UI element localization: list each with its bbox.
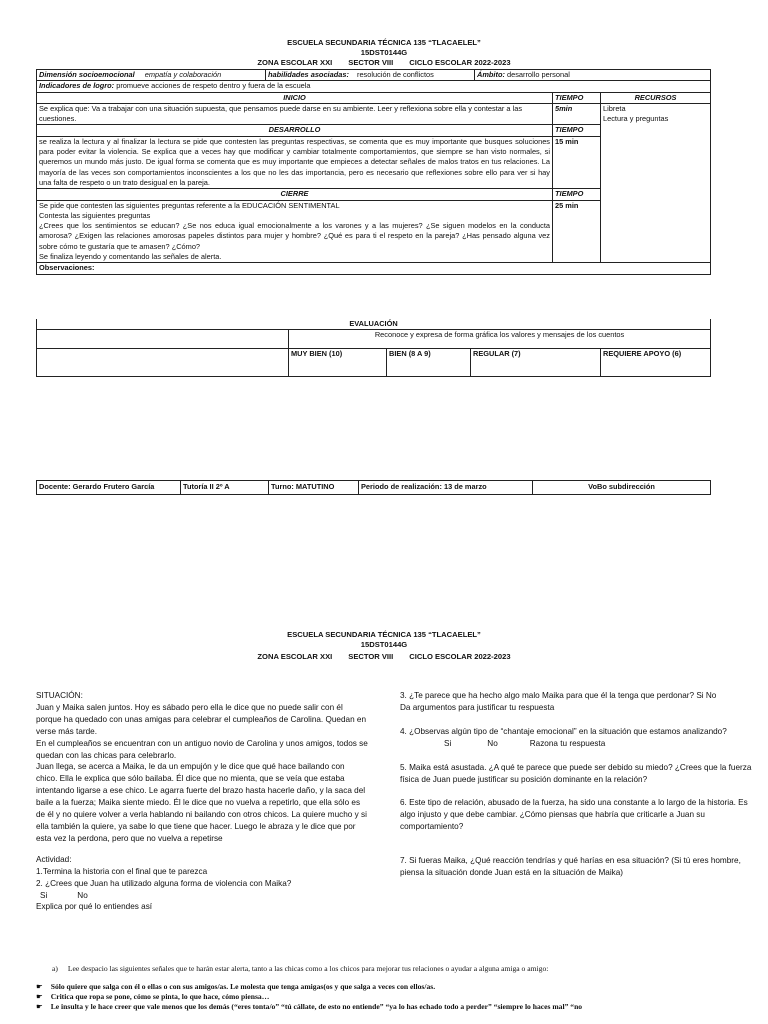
- recursos-cell: [601, 103, 711, 262]
- ciclo-2: CICLO ESCOLAR 2022-2023: [409, 652, 511, 661]
- regular: REGULAR (7): [471, 349, 601, 377]
- bien: BIEN (8 A 9): [387, 349, 471, 377]
- cierre-line-3: ¿Crees que los sentimientos se educan? ¿Se nos educa igual emocionalmente a los varones y a las mujeres? ¿Se siguen modelos en la conducta amorosa? ¿Exigen las relaciones amorosas papeles distintos para mujer y hombre? ¿Qué es para ti el respeto en la pareja? ¿Has pensado alguna vez sobre cómo te gustaría que te amasen? ¿Cómo?: [39, 221, 550, 251]
- question-5: 5. Maika está asustada. ¿A qué te parece que puede ser debido su miedo? ¿Crees que la fuerza física de Juan puede justificar su posición dominante en la relación?: [400, 762, 752, 784]
- tiempo-header: TIEMPO: [553, 92, 601, 103]
- habilidades-value: resolución de conflictos: [356, 70, 434, 79]
- school-name: ESCUELA SECUNDARIA TÉCNICA 135 “TLACAELEL”: [287, 38, 481, 47]
- cierre-header: CIERRE: [37, 189, 553, 200]
- muy-bien: MUY BIEN (10): [289, 349, 387, 377]
- inicio-header: INICIO: [37, 92, 553, 103]
- evaluacion-desc: Reconoce y expresa de forma gráfica los valores y mensajes de los cuentos: [289, 330, 711, 349]
- hand-icon: ☛: [36, 1002, 43, 1011]
- zona-2: ZONA ESCOLAR XXI: [257, 652, 333, 661]
- recurso-lectura: Lectura y preguntas: [603, 114, 669, 124]
- sector: SECTOR VIII: [348, 58, 394, 67]
- q4-no: No: [487, 738, 498, 748]
- hand-icon: ☛: [36, 982, 43, 991]
- act2-si: Si: [40, 890, 48, 900]
- evaluation-table: [36, 319, 711, 377]
- recursos-header: RECURSOS: [601, 92, 711, 103]
- desarrollo-header: DESARROLLO: [37, 125, 553, 136]
- ambito-value: desarrollo personal: [506, 70, 570, 79]
- cierre-line-4: Se finaliza leyendo y comentando las señales de alerta.: [39, 252, 222, 262]
- page1-header: [0, 38, 768, 68]
- hand-icon: ☛: [36, 992, 43, 1001]
- situacion-p3: Juan llega, se acerca a Maika, le da un empujón y le dice que qué hace bailando con chico. Ella le explica que sólo bailaba. Él dice que no mienta, que se veía que estaba intentando ligarse a ese chico. Le agarra fuerte del brazo hasta hacerle daño, y la saca del baile a la fuerza; Maika siente miedo. Él le dice que no vuelva a repetirlo, que ella sólo es de él y no quiere volver a verla hablando ni bailando con otros chicos. La quiere mucho y si ella también la quiere, ya sabe lo que tiene que hacer. Luego le abraza y le dice que por esta vez la perdona, pero que no vuelva a repetirse: [36, 762, 367, 843]
- cierre-tiempo: 25 min: [553, 200, 601, 263]
- question-7: 7. Si fueras Maika, ¿Qué reacción tendrías y qué harías en esa situación? (Si tú eres hombre, piensa la situación donde Juan está en la situación de Maika): [400, 856, 741, 878]
- lee-label: a): [52, 964, 58, 973]
- recurso-libreta: Libreta: [603, 103, 626, 113]
- tiempo-header-2: TIEMPO: [553, 125, 601, 136]
- school-name-2: ESCUELA SECUNDARIA TÉCNICA 135 “TLACAELEL”: [287, 630, 481, 639]
- situacion-p1: Juan y Maika salen juntos. Hoy es sábado pero ella le dice que no puede salir con él porque ha quedado con unas amigas para celebrar el cumpleaños de Carolina. Quedan en verse más tarde.: [36, 702, 366, 736]
- tutoria: Tutoría II 2º A: [181, 481, 269, 495]
- requiere-apoyo: REQUIERE APOYO (6): [601, 349, 711, 377]
- actividad-2: 2. ¿Crees que Juan ha utilizado alguna forma de violencia con Maika?: [36, 878, 292, 888]
- bullet-2: Critica que ropa se pone, cómo se pinta, lo que hace, cómo piensa…: [50, 992, 270, 1001]
- evaluacion-title: EVALUACIÓN: [37, 319, 711, 330]
- zona: ZONA ESCOLAR XXI: [257, 58, 333, 67]
- ciclo: CICLO ESCOLAR 2022-2023: [409, 58, 511, 67]
- inicio-text: Se explica que: Va a trabajar con una situación supuesta, que pensamos puede darse en su ambiente. Leer y reflexiona sobre ella y contestar a las cuestiones.: [37, 103, 553, 125]
- question-3: 3. ¿Te parece que ha hecho algo malo Maika para que él la tenga que perdonar? Si No: [400, 691, 717, 700]
- indicadores-value: promueve acciones de respeto dentro y fuera de la escuela: [116, 81, 311, 91]
- situation-column: [36, 690, 368, 913]
- actividad-1: 1.Termina la historia con el final que te parezca: [36, 866, 208, 876]
- inicio-tiempo: 5min: [553, 103, 601, 125]
- ambito-label: Ámbito:: [477, 70, 505, 79]
- question-4: 4. ¿Observas algún tipo de “chantaje emocional” en la situación que estamos analizando?: [400, 726, 727, 736]
- indicadores-label: Indicadores de logro:: [39, 81, 115, 91]
- alert-signals: [36, 964, 736, 1012]
- bullet-1: Sólo quiere que salga con él o ellas o con sus amigos/as. Le molesta que tenga amigas(os y que salga a veces con ellos/as.: [50, 982, 436, 991]
- tiempo-header-3: TIEMPO: [553, 189, 601, 200]
- zone-line-2: [0, 652, 768, 662]
- dimension-value: empatía y colaboración: [144, 70, 222, 79]
- docente: Docente: Gerardo Frutero García: [37, 481, 181, 495]
- vobo: VoBo subdirección: [533, 481, 711, 495]
- school-code-2: 15DST0144G: [360, 640, 408, 649]
- q4-razona: Razona tu respuesta: [529, 738, 606, 748]
- q4-si: Si: [444, 738, 452, 748]
- situacion-p2: En el cumpleaños se encuentran con un antiguo novio de Carolina y unos amigos, todos se quedan con las chicas para celebrarlo.: [36, 738, 368, 760]
- observaciones: Observaciones:: [37, 263, 711, 274]
- zone-line: [0, 58, 768, 68]
- actividad-title: Actividad:: [36, 854, 72, 864]
- question-3-b: Da argumentos para justificar tu respuesta: [400, 702, 555, 712]
- situacion-title: SITUACIÓN:: [36, 691, 83, 700]
- signature-table: [36, 480, 711, 495]
- bullet-3: Le insulta y le hace creer que vale menos que los demás (“eres tonta/o” “tú cállate, de esto no entiende” “ya lo has echado todo a perder” “siempre lo haces mal” “no: [50, 1002, 583, 1011]
- cierre-line-1: Se pide que contesten las siguientes preguntas referente a la EDUCACIÓN SENTIMENTAL: [39, 200, 340, 210]
- periodo: Periodo de realización: 13 de marzo: [359, 481, 533, 495]
- cierre-text: [37, 200, 553, 263]
- question-6: 6. Este tipo de relación, abusado de la fuerza, ha sido una constante a lo largo de la historia. Es algo injusto y que debe cambiar. ¿Cómo piensas que habría que criticarle a Juan su comportamiento?: [400, 798, 748, 832]
- habilidades-label: habilidades asociadas:: [268, 70, 349, 79]
- act2-explica: Explica por qué lo entiendes así: [36, 902, 153, 912]
- school-code: 15DST0144G: [360, 48, 408, 57]
- lesson-plan-table: [36, 69, 711, 275]
- dimension-label: Dimensión socioemocional: [39, 70, 135, 79]
- act2-no: No: [77, 890, 88, 900]
- questions-column: [400, 690, 760, 879]
- desarrollo-tiempo: 15 min: [553, 136, 601, 188]
- lee-text: Lee despacio las siguientes señales que te harán estar alerta, tanto a las chicas como a los chicos para mejorar tus relaciones o ayudar a alguna amiga o amigo:: [67, 964, 549, 973]
- turno: Turno: MATUTINO: [269, 481, 359, 495]
- cierre-line-2: Contesta las siguientes preguntas: [39, 210, 151, 220]
- desarrollo-text: se realiza la lectura y al finalizar la lectura se pide que contesten las preguntas respectivas, se comenta que es muy importante que busques soluciones para poder evitar la violencia. Se explica que a veces hay que modificar y cambiar totalmente comportamientos, que siempre se han visto normales, si queremos un mundo más justo. De igual forma se comenta que es muy importante que empieces a detectar señales de malos tratos en tus relaciones. La mayoría de las veces son comportamientos inconscientes a los que no les das importancia, pero es necesario que reflexiones sobre ello para ver si hay una falta de respeto o un trato desigual en la pareja.: [37, 136, 553, 188]
- sector-2: SECTOR VIII: [348, 652, 394, 661]
- page2-header: [0, 630, 768, 662]
